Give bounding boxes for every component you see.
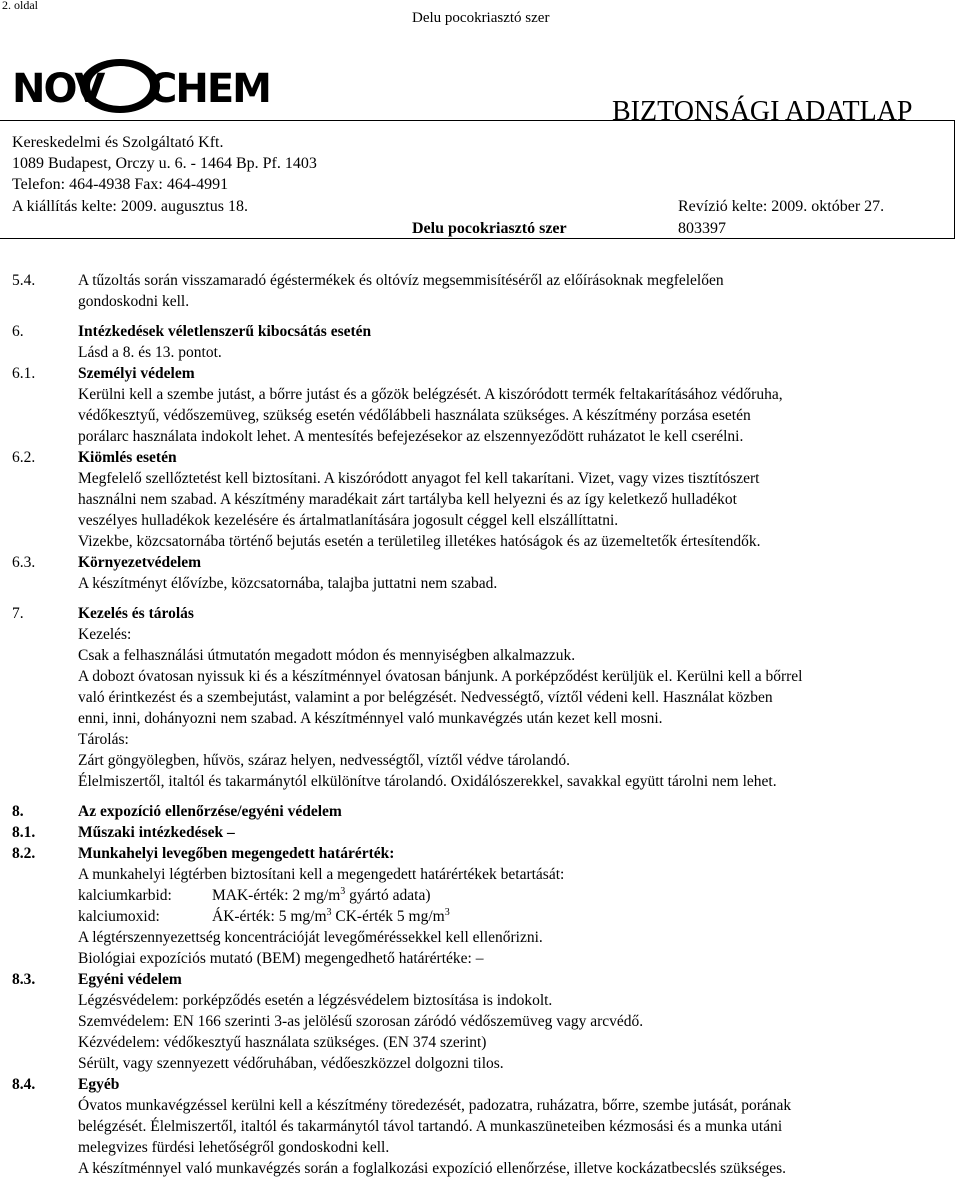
section-heading: Egyéni védelem [78,971,182,988]
section-heading: Egyéb [78,1076,120,1093]
text-line: Kezelés: [78,626,132,643]
text-line: Élelmiszertől, italtól és takarmánytól elkülönítve tárolandó. Oxidálószerekkel, savakkal együtt tárolni nem lehet. [78,773,777,790]
company-phone: Telefon: 464-4938 Fax: 464-4991 [12,176,229,193]
text-line: Biológiai expozíciós mutató (BEM) megengedhető határértéke: – [78,950,484,967]
section-number: 8.4. [12,1076,36,1093]
text-line: A dobozt óvatosan nyissuk ki és a készítménnyel óvatosan bánjunk. A porképződést kerüljük el. Kerülni kell a bőrrel [78,668,803,685]
novochem-logo [10,58,270,114]
section-number: 6.2. [12,449,36,466]
company-address: 1089 Budapest, Orczy u. 6. - 1464 Bp. Pf. 1403 [12,155,317,172]
text-line: gondoskodni kell. [78,293,190,310]
section-heading: Környezetvédelem [78,554,202,571]
section-heading: Kezelés és tárolás [78,605,194,622]
section-number: 5.4. [12,272,36,289]
text-line: védőkesztyű, védőszemüveg, szükség esetén védőlábbeli használata szükséges. A készítmény porzása esetén [78,407,751,424]
product-name: Delu pocokriasztó szer [412,220,567,237]
limit-row-kalciumkarbid [0,885,960,906]
revision-date: Revízió kelte: 2009. október 27. [678,198,885,215]
text-line: Óvatos munkavégzéssel kerülni kell a készítmény töredezését, padozatra, ruházatra, bőrre, szembe jutását, porának [78,1097,792,1114]
text-line: Csak a felhasználási útmutatón megadott módon és mennyiségben alkalmazzuk. [78,647,576,664]
text-line: Sérült, vagy szennyezett védőruhában, védőeszközzel dolgozni tilos. [78,1055,504,1072]
section-number: 7. [12,605,24,622]
text-line: A légtérszennyezettség koncentrációját levegőméréssekkel kell ellenőrizni. [78,929,543,946]
text-line: való érintkezést és a szembejutást, valamint a por belégzését. Nedvességtő, víztől védeni kell. Használat közben [78,689,773,706]
text-line: Vizekbe, közcsatornába történő bejutás esetén a területileg illetékes hatóságok és az üzemeltetők értesítendők. [78,533,761,550]
text-line: A készítményt élővízbe, közcsatornába, talajba juttatni nem szabad. [78,575,498,592]
text-line: melegvizes fürdési lehetőségről gondoskodni kell. [78,1139,390,1156]
text-line: Zárt göngyölegben, hűvös, száraz helyen, nedvességtől, víztől védve tárolandó. [78,752,570,769]
section-heading: Az expozíció ellenőrzése/egyéni védelem [78,803,342,820]
substance-name: kalciumkarbid: [78,887,172,904]
running-title: Delu pocokriasztó szer [412,10,550,26]
section-number: 6.3. [12,554,36,571]
section-heading: Műszaki intézkedések – [78,824,235,841]
section-heading: Személyi védelem [78,365,195,382]
svg-text:CHEM: CHEM [148,66,270,112]
section-heading: Intézkedések véletlenszerű kibocsátás esetén [78,323,372,340]
text-line: Tárolás: [78,731,129,748]
section-number: 6.1. [12,365,36,382]
text-line: Kerülni kell a szembe jutást, a bőrre jutást és a gőzök belégzését. A kiszóródott termék feltakarításához védőruha, [78,386,783,403]
section-number: 6. [12,323,24,340]
text-line: Lásd a 8. és 13. pontot. [78,344,222,361]
svg-text:NOV: NOV [12,66,104,112]
section-heading: Munkahelyi levegőben megengedett határérték: [78,845,395,862]
header-box [0,120,955,239]
text-line: porálarc használata indokolt lehet. A mentesítés befejezésekor az elszennyeződött ruházatot le kell cserélni. [78,428,744,445]
text-line: A tűzoltás során visszamaradó égéstermékek és oltóvíz megsemmisítéséről az előírásoknak megfelelően [78,272,724,289]
text-line: veszélyes hulladékok kezelésére és ártalmatlanítására jogosult céggel kell elszállíttatni. [78,512,619,529]
text-line: belégzését. Élelmiszertől, italtól és takarmánytól távol tartandó. A munkaszüneteiben kézmosási és a munka utáni [78,1118,783,1135]
text-line: A munkahelyi légtérben biztosítani kell a megengedett határértékek betartását: [78,866,565,883]
text-line: Megfelelő szellőztetést kell biztosítani. A kiszóródott anyagot fel kell takarítani. Vizet, vagy vizes tisztítószert [78,470,760,487]
limit-row-kalciumoxid [0,906,960,927]
limit-value: MAK-érték: 2 $mg/m^3$ gyártó adata) [212,886,431,904]
text-line: enni, inni, dohányozni nem szabad. A készítménnyel való munkavégzés után kezet kell mosni. [78,710,663,727]
section-number: 8.3. [12,971,36,988]
document-title: BIZTONSÁGI ADATLAP [612,96,913,127]
issue-date: A kiállítás kelte: 2009. augusztus 18. [12,198,248,215]
section-number: 8.2. [12,845,36,862]
page-number: 2. oldal [2,0,38,12]
company-name: Kereskedelmi és Szolgáltató Kft. [12,134,224,151]
section-number: 8. [12,803,24,820]
product-code: 803397 [678,220,726,237]
text-line: Légzésvédelem: porképződés esetén a légzésvédelem biztosítása is indokolt. [78,992,553,1009]
substance-name: kalciumoxid: [78,908,160,925]
text-line: Kézvédelem: védőkesztyű használata szükséges. (EN 374 szerint) [78,1034,487,1051]
limit-value: ÁK-érték: 5 $mg/m^3$ CK-érték 5 $mg/m^3$ [212,907,450,925]
text-line: A készítménnyel való munkavégzés során a foglalkozási expozíció ellenőrzése, illetve kockázatbecslés szükséges. [78,1160,786,1177]
text-line: használni nem szabad. A készítmény maradékait zárt tartályba kell helyezni és az így keletkező hulladékot [78,491,737,508]
text-line: Szemvédelem: EN 166 szerinti 3-as jelölésű szorosan záródó védőszemüveg vagy arcvédő. [78,1013,644,1030]
section-heading: Kiömlés esetén [78,449,177,466]
document-body [0,270,960,1179]
section-number: 8.1. [12,824,36,841]
